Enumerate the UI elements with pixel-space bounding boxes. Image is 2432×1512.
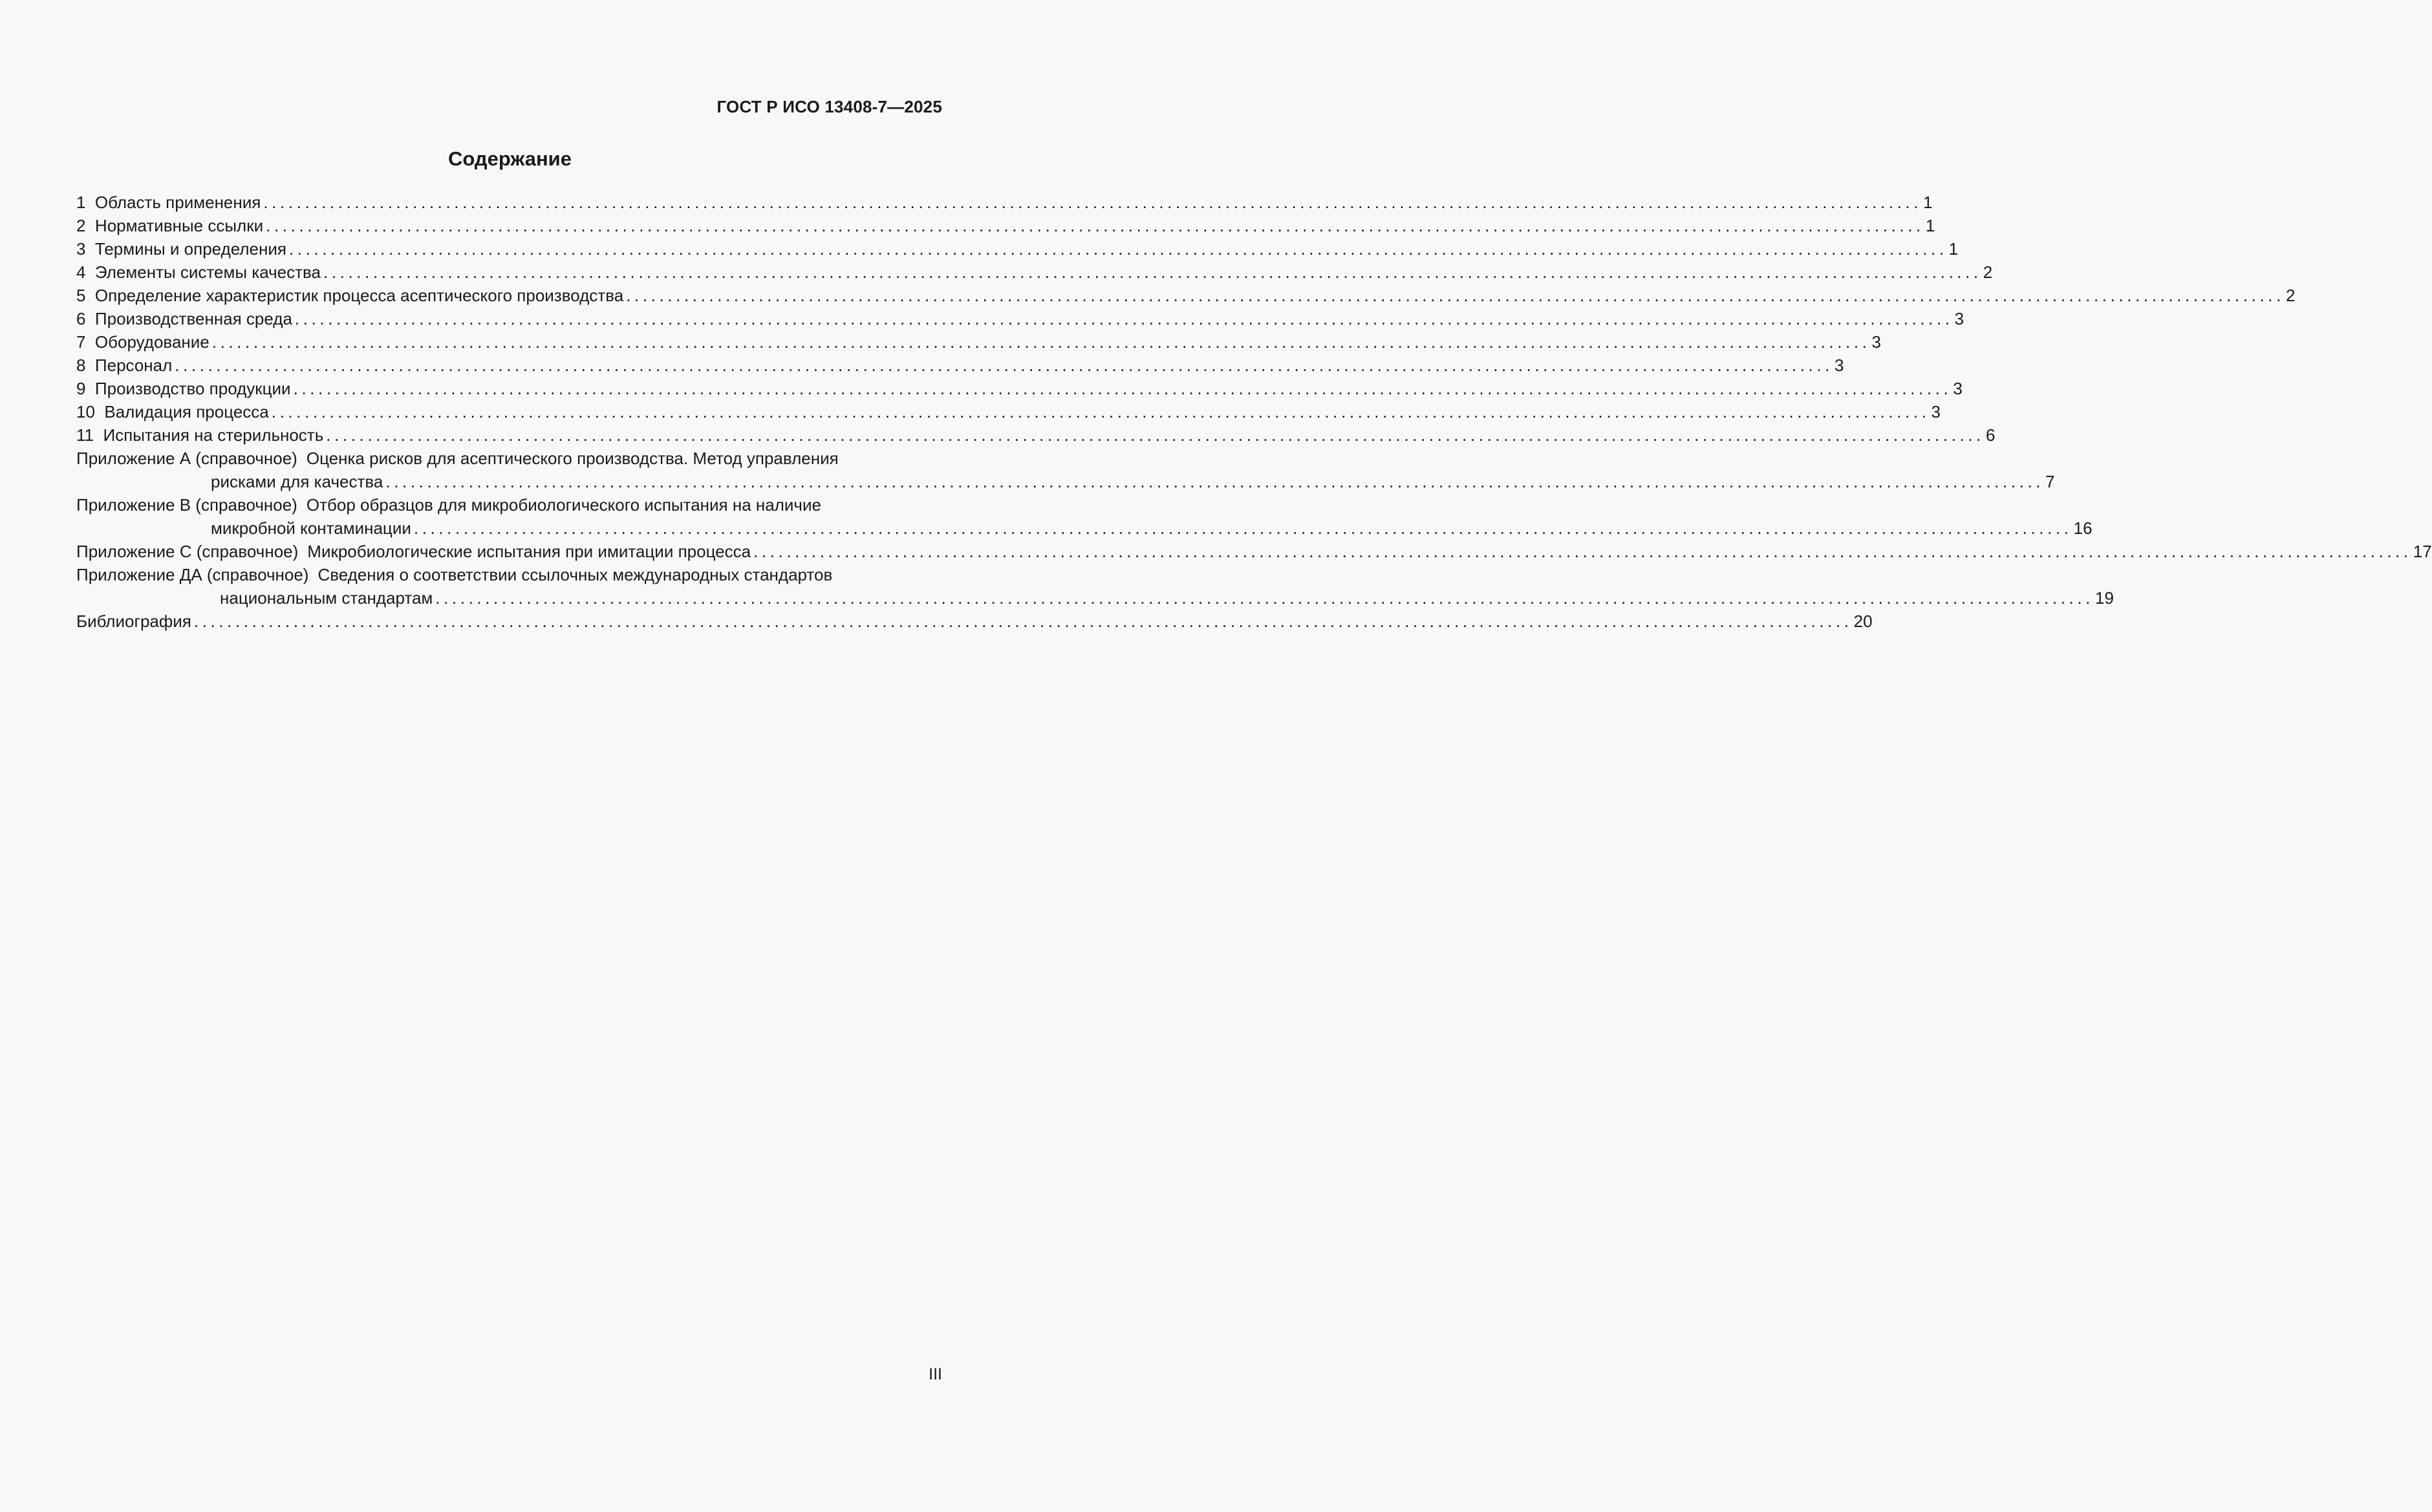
toc-annex-a[interactable] <box>76 447 2055 493</box>
toc-entry-label: Персонал <box>94 356 173 375</box>
dot-leader: ........................................................................................................................................................................................................ <box>753 542 2412 561</box>
toc-entry-label: Элементы системы качества <box>94 262 321 282</box>
toc-entry-6[interactable]: 6 Производственная среда ........................................................................................................................................................................................................ 3 <box>76 307 942 330</box>
toc-entry-label: Испытания на стерильность <box>103 425 324 445</box>
dot-leader: ........................................................................................................................................................................................................ <box>626 286 2285 305</box>
toc-entry-page: 7 <box>2045 472 2055 491</box>
toc-entry-label: Нормативные ссылки <box>94 216 264 235</box>
annex-title-line1: Сведения о соответствии ссылочных международных стандартов <box>317 565 833 584</box>
toc-entry-label: Оборудование <box>94 332 210 352</box>
toc-entry-page: 2 <box>1983 262 1993 282</box>
toc-entry-label: Область применения <box>94 193 261 212</box>
toc-entry-11[interactable]: 11 Испытания на стерильность ........................................................................................................................................................................................................ 6 <box>76 423 942 447</box>
annex-prefix: Приложение С (справочное) <box>76 542 299 561</box>
toc-entry-label: Определение характеристик процесса асептического производства <box>94 286 624 305</box>
annex-title-line1: Микробиологические испытания при имитации процесса <box>307 542 751 561</box>
document-code: ГОСТ Р ИСО 13408-7—2025 <box>716 97 942 116</box>
page-number: III <box>929 1365 942 1383</box>
annex-title-line2: рисками для качества <box>211 472 383 491</box>
dot-leader: ........................................................................................................................................................................................................ <box>288 239 1948 259</box>
toc-entry-8[interactable]: 8 Персонал ........................................................................................................................................................................................................ 3 <box>76 354 942 377</box>
toc-entry-5[interactable]: 5 Определение характеристик процесса асептического производства ........................................................................................................................................................................................................ 2 <box>76 284 942 307</box>
toc-annex-c[interactable] <box>76 540 2432 563</box>
toc-entry-page: 6 <box>1986 425 1996 445</box>
dot-leader: ........................................................................................................................................................................................................ <box>293 379 1952 398</box>
toc-entry-10[interactable]: 10 Валидация процесса ........................................................................................................................................................................................................ 3 <box>76 400 942 423</box>
toc-entry-label: Производство продукции <box>94 379 291 398</box>
toc-entry-page: 1 <box>1925 216 1935 235</box>
toc-entry-page: 16 <box>2073 518 2093 538</box>
dot-leader: ........................................................................................................................................................................................................ <box>413 518 2072 538</box>
dot-leader: ........................................................................................................................................................................................................ <box>271 402 1930 421</box>
annex-prefix: Приложение В (справочное) <box>76 495 297 515</box>
dot-leader: ........................................................................................................................................................................................................ <box>175 356 1834 375</box>
annex-title-line2: микробной контаминации <box>211 518 411 538</box>
dot-leader: ........................................................................................................................................................................................................ <box>294 309 1953 328</box>
toc-entry-1[interactable]: 1 Область применения ........................................................................................................................................................................................................ 1 <box>76 191 942 214</box>
toc-entry-3[interactable]: 3 Термины и определения ........................................................................................................................................................................................................ 1 <box>76 237 942 261</box>
toc-entry-label: Производственная среда <box>94 309 292 328</box>
toc-annex-da[interactable] <box>76 563 2114 610</box>
dot-leader: ........................................................................................................................................................................................................ <box>323 262 1982 282</box>
toc-entry-page: 3 <box>1931 402 1941 421</box>
toc-entry-page: 20 <box>1853 612 1873 631</box>
toc-entry-page: 3 <box>1953 379 1963 398</box>
toc-entry-page: 1 <box>1923 193 1933 212</box>
toc-entry-page: 2 <box>2285 286 2296 305</box>
dot-leader: ........................................................................................................................................................................................................ <box>263 193 1922 212</box>
annex-title-line1: Отбор образцов для микробиологического испытания на наличие <box>306 495 821 515</box>
toc-entry-9[interactable]: 9 Производство продукции ........................................................................................................................................................................................................ 3 <box>76 377 942 400</box>
annex-prefix: Приложение А (справочное) <box>76 449 297 468</box>
toc-entry-page: 17 <box>2413 542 2432 561</box>
dot-leader: ........................................................................................................................................................................................................ <box>266 216 1924 235</box>
toc-entry-2[interactable]: 2 Нормативные ссылки ........................................................................................................................................................................................................ 1 <box>76 214 942 237</box>
toc-entry-4[interactable]: 4 Элементы системы качества ........................................................................................................................................................................................................ 2 <box>76 261 942 284</box>
dot-leader: ........................................................................................................................................................................................................ <box>385 472 2045 491</box>
toc-entry-label: Термины и определения <box>94 239 286 259</box>
toc-title: Содержание <box>448 147 572 170</box>
dot-leader: ........................................................................................................................................................................................................ <box>211 332 1871 352</box>
toc-entry-label: Валидация процесса <box>104 402 269 421</box>
toc-entry-page: 3 <box>1835 356 1844 375</box>
annex-prefix: Приложение ДА (справочное) <box>76 565 309 584</box>
toc-entry-label: Библиография <box>76 612 191 631</box>
toc-entry-page: 3 <box>1871 332 1881 352</box>
toc-bibliography[interactable] <box>76 610 1873 633</box>
toc-entry-page: 3 <box>1954 309 1964 328</box>
toc-entry-page: 19 <box>2095 588 2114 608</box>
annex-title-line2: национальным стандартам <box>220 588 433 608</box>
toc-entry-7[interactable]: 7 Оборудование ........................................................................................................................................................................................................ 3 <box>76 330 942 354</box>
dot-leader: ........................................................................................................................................................................................................ <box>193 612 1853 631</box>
table-of-contents <box>76 191 2432 633</box>
dot-leader: ........................................................................................................................................................................................................ <box>435 588 2094 608</box>
dot-leader: ........................................................................................................................................................................................................ <box>326 425 1985 445</box>
annex-title-line1: Оценка рисков для асептического производства. Метод управления <box>306 449 839 468</box>
toc-annex-b[interactable] <box>76 493 2093 540</box>
toc-entry-page: 1 <box>1948 239 1959 259</box>
